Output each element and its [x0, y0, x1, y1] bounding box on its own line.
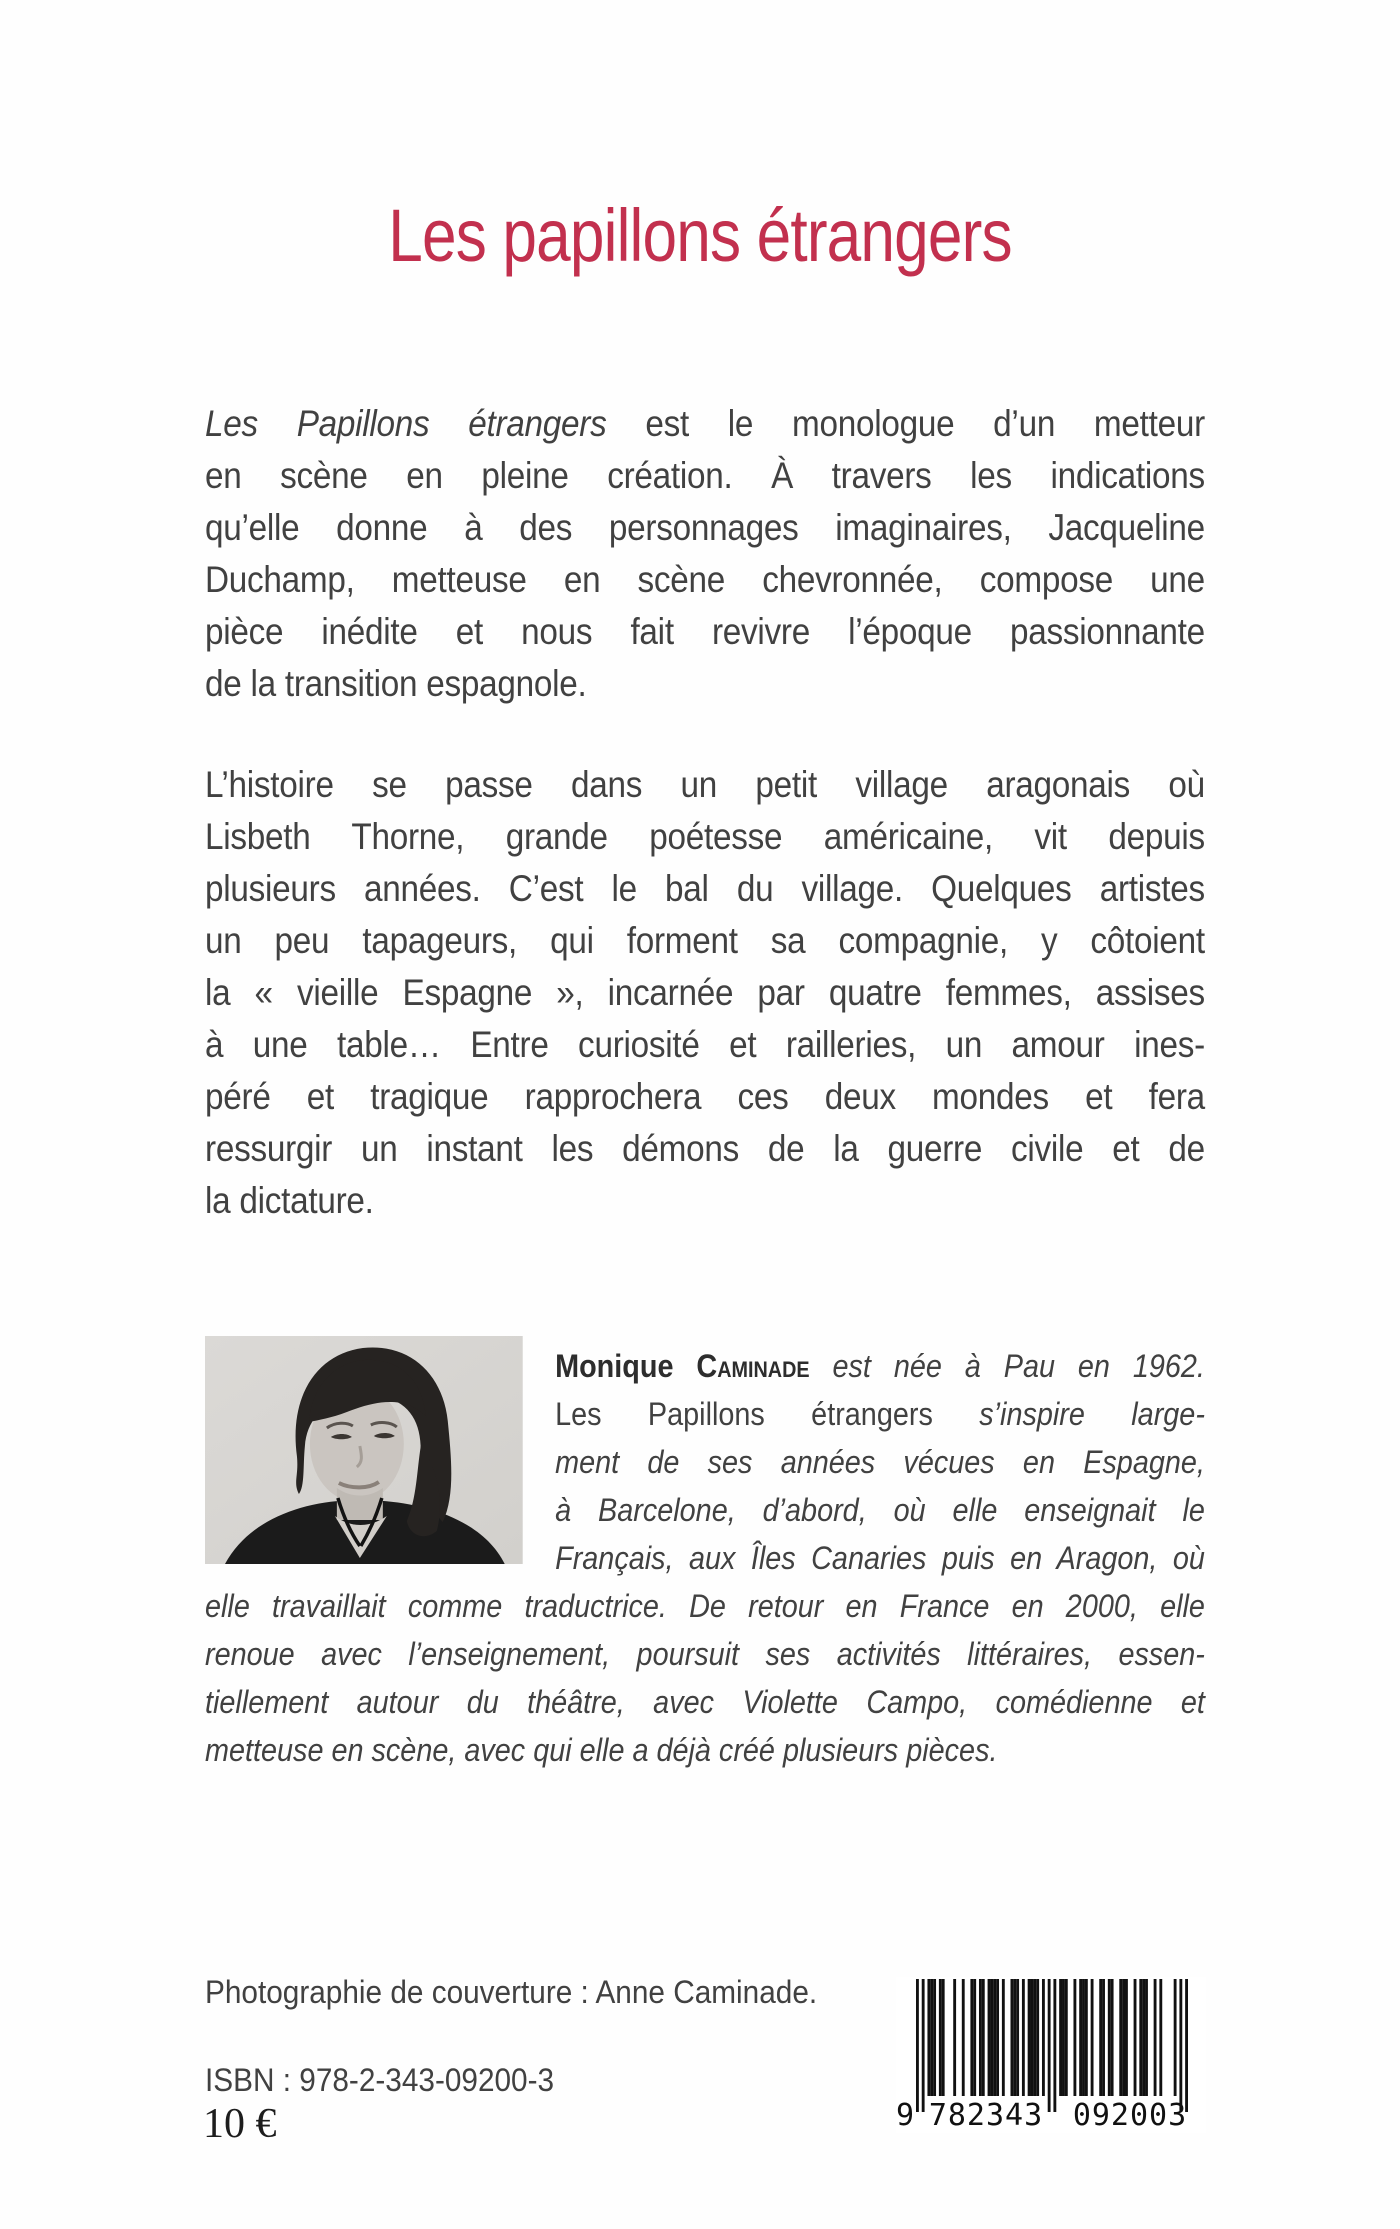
barcode-digits — [896, 2098, 1206, 2133]
synopsis-line: en scène en pleine création. À travers les indications — [205, 455, 1205, 496]
bio-line: elle travaillait comme traductrice. De retour en France en 2000, elle — [205, 1588, 1205, 1624]
bio-line: ment de ses années vécues en Espagne, — [555, 1444, 1205, 1480]
synopsis-line: pièce inédite et nous fait revivre l’époque passionnante — [205, 611, 1205, 652]
synopsis-line: Duchamp, metteuse en scène chevronnée, compose une — [205, 559, 1205, 600]
bio-line: renoue avec l’enseignement, poursuit ses activités littéraires, essen- — [205, 1636, 1205, 1672]
synopsis-line: la « vieille Espagne », incarnée par quatre femmes, assises — [205, 972, 1205, 1013]
inline-book-title: Les Papillons étrangers — [205, 403, 607, 444]
synopsis-line: plusieurs années. C’est le bal du village. Quelques artistes — [205, 868, 1205, 909]
bio-line-text: s’inspire large- — [932, 1396, 1205, 1432]
synopsis-line: à une table… Entre curiosité et railleries, un amour ines- — [205, 1024, 1205, 1065]
synopsis-paragraph-1 — [205, 398, 1205, 710]
author-bio — [205, 1342, 1205, 1774]
bio-line: à Barcelone, d’abord, où elle enseignait le — [555, 1492, 1205, 1528]
author-last-name: Caminade — [696, 1348, 810, 1384]
synopsis-line: un peu tapageurs, qui forment sa compagnie, y côtoient — [205, 920, 1205, 961]
barcode-digit-group: 092003 — [1072, 2098, 1188, 2133]
synopsis-line: L’histoire se passe dans un petit village aragonais où — [205, 764, 1205, 805]
bio-line-text: est née à Pau en 1962. — [809, 1348, 1205, 1384]
author-first-name: Monique — [555, 1348, 674, 1384]
barcode-digit-group: 9 — [896, 2098, 915, 2133]
synopsis-line: la dictature. — [205, 1180, 374, 1221]
synopsis-line: Lisbeth Thorne, grande poétesse américaine, vit depuis — [205, 816, 1205, 857]
synopsis-line: de la transition espagnole. — [205, 663, 587, 704]
book-title: Les papillons étrangers — [388, 193, 1012, 277]
synopsis-line: péré et tragique rapprochera ces deux mondes et fera — [205, 1076, 1205, 1117]
bio-line: metteuse en scène, avec qui elle a déjà créé plusieurs pièces. — [205, 1732, 998, 1768]
synopsis-line-text: est le monologue d’un metteur — [606, 403, 1205, 444]
ean13-barcode — [896, 1977, 1206, 2133]
price-label: 10 € — [203, 2101, 277, 2147]
author-photo-image — [205, 1336, 523, 1564]
synopsis-line — [205, 398, 1205, 450]
synopsis-line: ressurgir un instant les démons de la guerre civile et de — [205, 1128, 1205, 1169]
bio-line: Français, aux Îles Canaries puis en Aragon, où — [555, 1540, 1205, 1576]
cover-photo-credit: Photographie de couverture : Anne Caminade. — [205, 1974, 818, 2010]
barcode-bars — [916, 1979, 1188, 2112]
synopsis-paragraph-2 — [205, 759, 1205, 1227]
isbn-line: ISBN : 978-2-343-09200-3 — [205, 2062, 555, 2098]
bio-line: tiellement autour du théâtre, avec Violette Campo, comédienne et — [205, 1684, 1205, 1720]
author-photo — [205, 1336, 523, 1564]
barcode-digit-group: 782343 — [928, 2098, 1044, 2133]
inline-book-title: Les Papillons étrangers — [555, 1396, 933, 1432]
synopsis-line: qu’elle donne à des personnages imaginaires, Jacqueline — [205, 507, 1205, 548]
